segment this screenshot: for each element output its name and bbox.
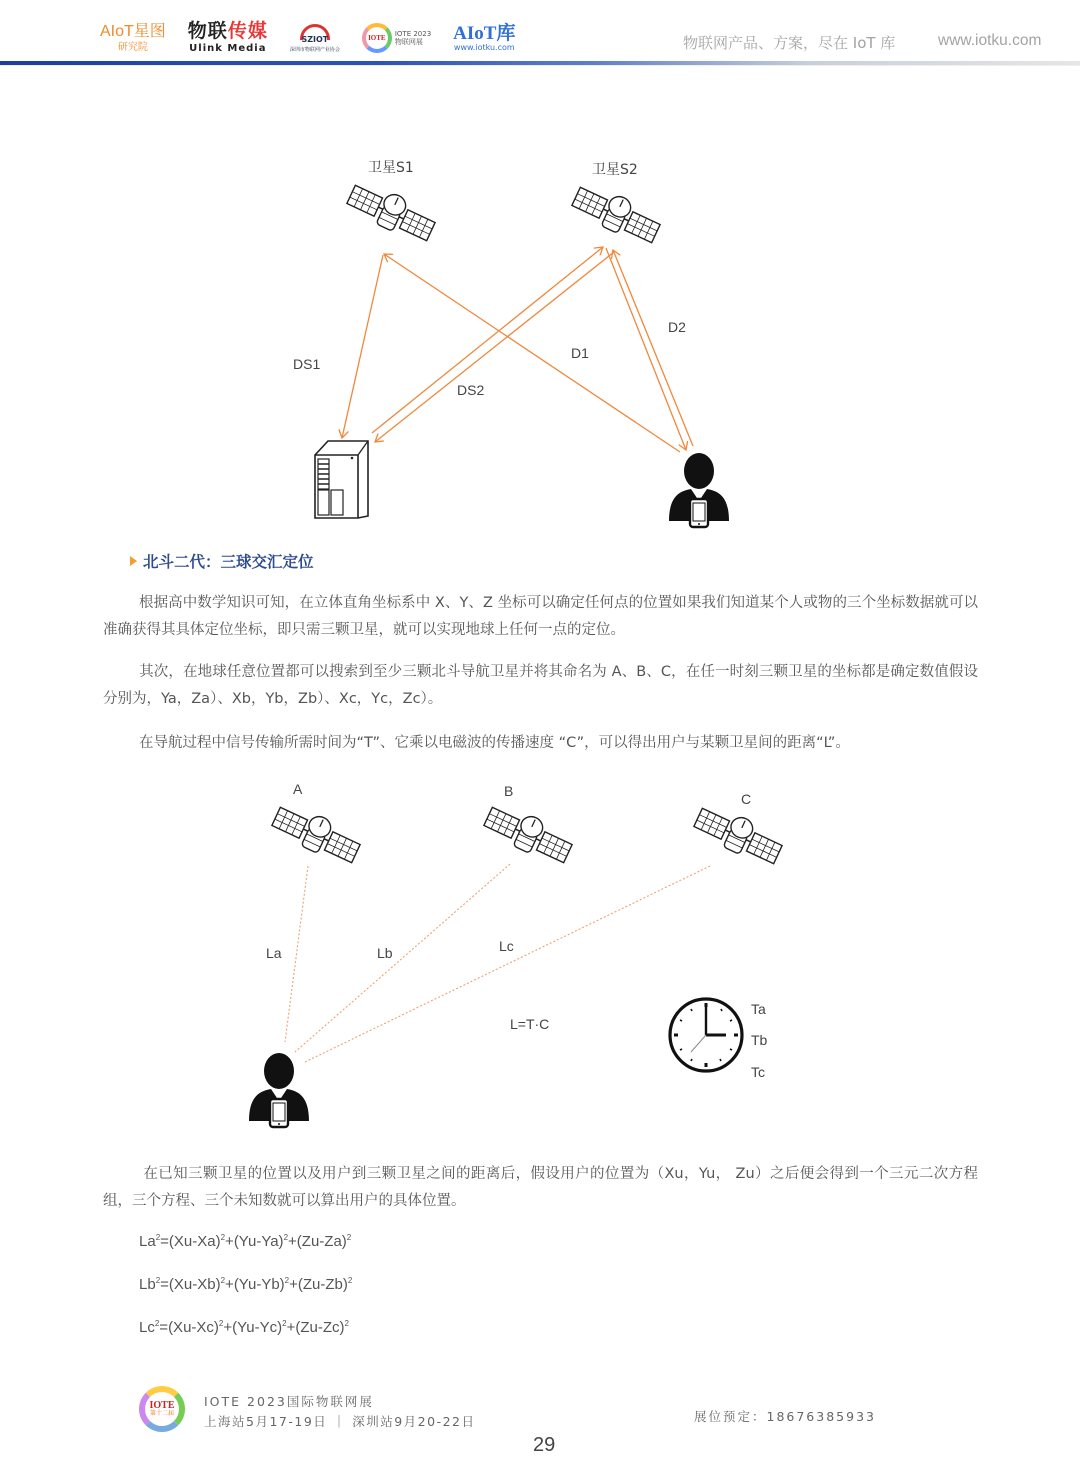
iote-logo-subtext: 物联网展: [394, 38, 423, 46]
paragraph-2: [103, 659, 978, 713]
d1-label: D1: [571, 345, 589, 361]
satellite-a-icon: [269, 799, 364, 868]
formula-la: $La^2=(Xu-Xa)^2+(Yu-Ya)^2+(Zu-Za)^2$: [139, 1233, 352, 1250]
ta-label: Ta: [751, 1001, 766, 1017]
paragraph-4-text: 在已知三颗卫星的位置以及用户到三颗卫星之间的距离后，假设用户的位置为（Xu，Yu， Zu）之后便会得到一个三元二次方程组，三个方程、三个未知数就可以算出用户的具体位置。: [103, 1166, 978, 1209]
satellite-s2-label: 卫星S2: [592, 162, 638, 178]
satellite-s2-icon: [569, 179, 664, 248]
triangle-bullet-icon: [130, 556, 137, 566]
paragraph-1-text: 根据高中数学知识可知，在立体直角坐标系中 X、Y、Z 坐标可以确定任何点的位置如果我们知道某个人或物的三个坐标数据就可以准确获得其具体定位坐标，即只需三颗卫星，就可以实现地球上任何一点的定位。: [103, 595, 978, 638]
section-heading-text: 北斗二代：三球交汇定位: [143, 553, 314, 571]
satellite-b-icon: [481, 799, 576, 868]
iote-badge-icon: IOTE: [362, 23, 392, 53]
page-number: 29: [533, 1434, 556, 1456]
diagram-two-satellite-ranging: [0, 140, 1080, 540]
satellite-c-label: C: [741, 791, 752, 807]
aiot-research-logo-text: AIoT星图: [100, 22, 166, 40]
footer-event-dates: 上海站5月17-19日 ｜ 深圳站9月20-22日: [204, 1414, 476, 1429]
paragraph-3-text: 在导航过程中信号传输所需时间为“T”、它乘以电磁波的传播速度 “C”，可以得出用户与某颗卫星间的距离“L”。: [139, 735, 850, 751]
la-label: La: [266, 945, 282, 961]
page-header: [0, 0, 1080, 66]
satellite-a-label: A: [293, 781, 303, 797]
paragraph-4: [103, 1161, 978, 1215]
sziot-logo: [290, 24, 340, 53]
lc-label: Lc: [499, 938, 514, 954]
ds1-label: DS1: [293, 356, 321, 372]
ulink-logo-black-text: 物联: [187, 20, 228, 42]
distance-formula-label: L=T·C: [510, 1016, 550, 1032]
iote-footer-logo-subtext: 第十二届: [149, 1410, 174, 1417]
ulink-media-logo: [188, 22, 268, 54]
d2-label: D2: [668, 319, 686, 335]
diagram1-graphics: [0, 140, 1080, 540]
formula-lc: $Lc^2=(Xu-Xc)^2+(Yu-Yc)^2+(Zu-Zc)^2$: [139, 1319, 349, 1336]
partner-logos: [100, 18, 515, 58]
ds2-label: DS2: [457, 382, 485, 398]
header-site-url: www.iotku.com: [938, 32, 1042, 49]
aiotku-logo-text: AIoT库: [453, 23, 516, 44]
clock-icon: [670, 999, 742, 1071]
satellite-b-label: B: [504, 783, 514, 799]
diagram-three-sphere-positioning: [0, 770, 1080, 1140]
paragraph-2-text: 其次，在地球任意位置都可以搜索到至少三颗北斗导航卫星并将其命名为 A、B、C，在任一时刻三颗卫星的坐标都是确定数值假设分别为，Ya，Za）、Xb，Yb，Zb）、Xc，Yc，Zc）。: [103, 664, 978, 707]
header-slogan: 物联网产品、方案，尽在 IoT 库: [683, 34, 896, 52]
user-with-phone-icon: [669, 453, 729, 527]
lb-label: Lb: [377, 945, 393, 961]
iote-logo-text: IOTE 2023: [394, 29, 432, 38]
server-icon: [315, 441, 368, 518]
tb-label: Tb: [751, 1032, 768, 1048]
section-heading: [130, 550, 314, 572]
footer-event-title: IOTE 2023国际物联网展: [204, 1394, 374, 1409]
sziot-logo-text: SZIOT: [301, 34, 329, 44]
header-divider-thin: [0, 65, 1080, 66]
formula-lb: $Lb^2=(Xu-Xb)^2+(Yu-Yb)^2+(Zu-Zb)^2$: [139, 1276, 353, 1293]
paragraph-1: [103, 590, 978, 644]
ulink-logo-red-text: 传媒: [227, 20, 268, 42]
footer-booth-contact: 展位预定：18676385933: [694, 1409, 876, 1424]
aiot-research-logo-subtext: 研究院: [117, 41, 148, 53]
aiotku-logo: [453, 24, 515, 52]
paragraph-3: [103, 730, 978, 757]
satellite-s1-icon: [344, 177, 439, 246]
tc-label: Tc: [751, 1064, 765, 1080]
aiotku-logo-url: www.iotku.com: [453, 43, 515, 52]
iote-footer-logo-text: IOTE: [149, 1400, 175, 1411]
diagram2-graphics: [0, 770, 1080, 1140]
iote-footer-logo: [139, 1386, 185, 1432]
user-with-phone-icon-2: [249, 1053, 309, 1127]
iote-logo: [362, 23, 431, 53]
satellite-c-icon: [691, 800, 786, 869]
satellite-s1-label: 卫星S1: [368, 160, 414, 176]
sziot-logo-subtext: 深圳市物联网产业协会: [289, 46, 340, 53]
ulink-logo-subtext: Ulink Media: [189, 43, 267, 54]
aiot-research-logo: [100, 24, 166, 53]
